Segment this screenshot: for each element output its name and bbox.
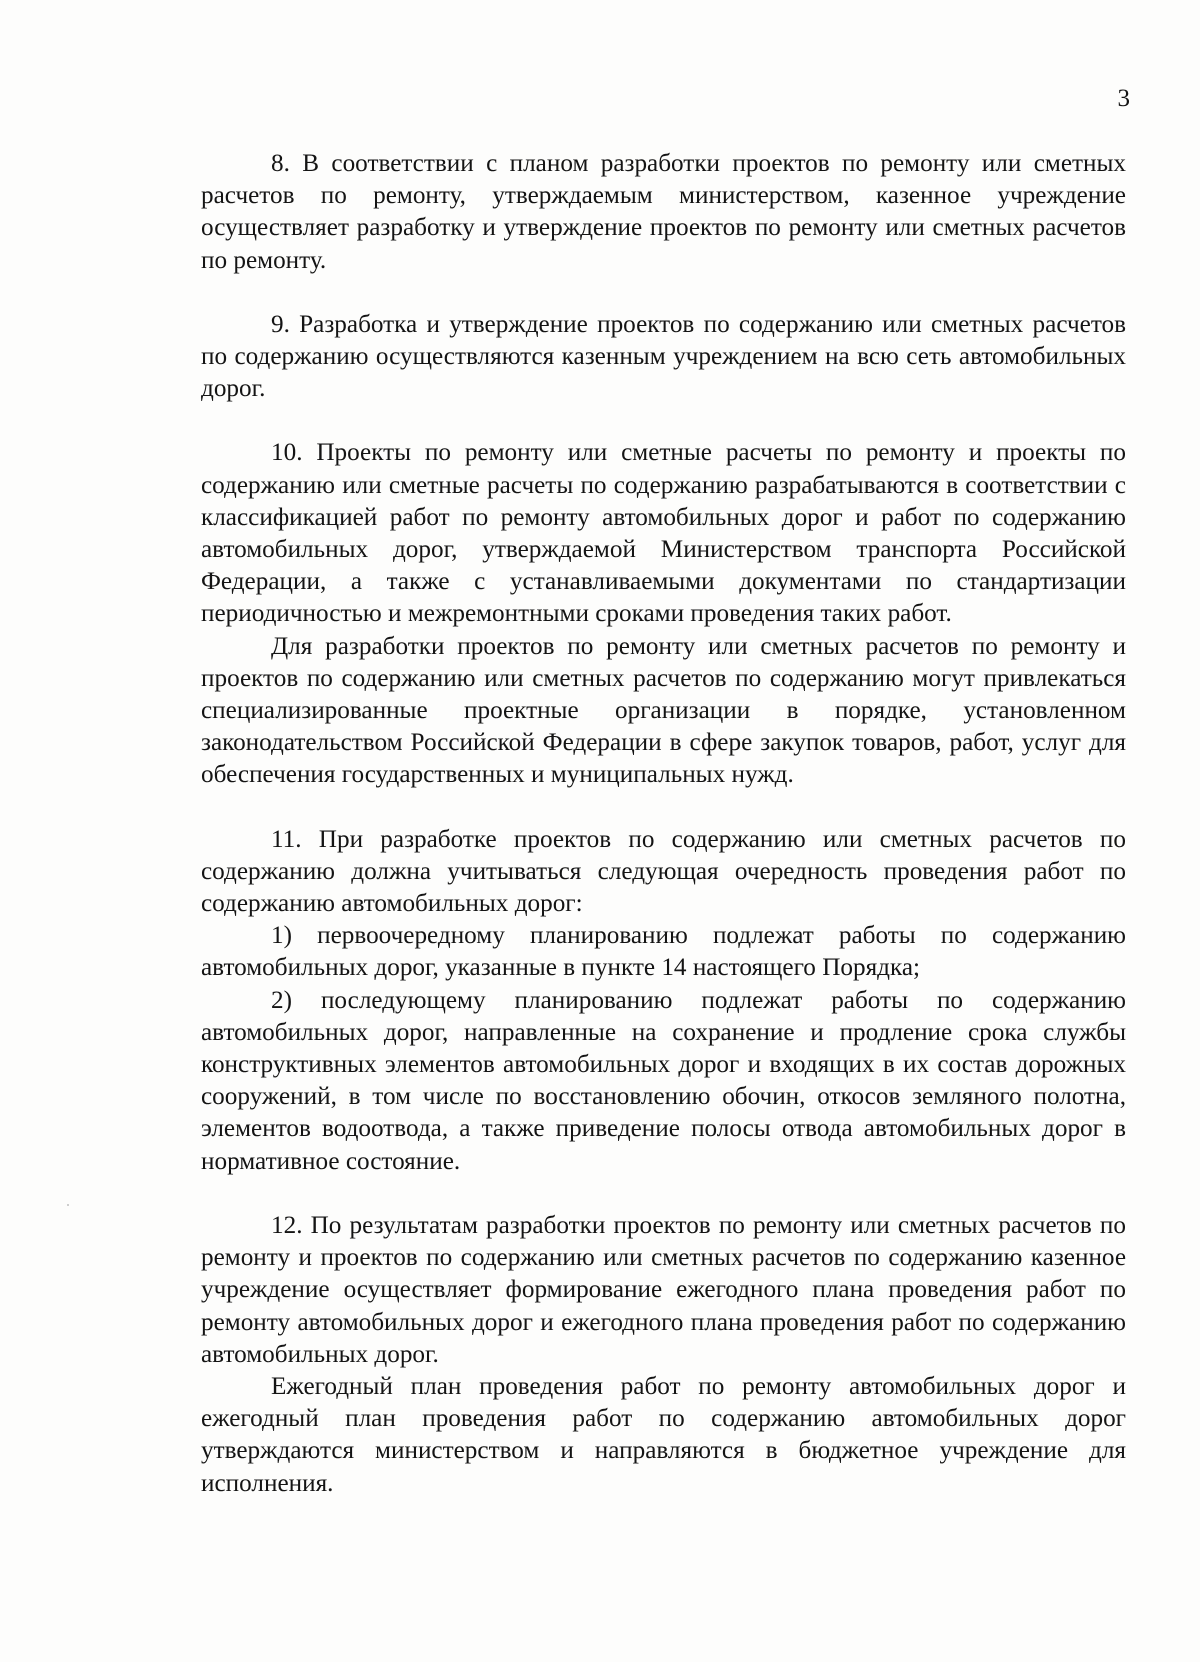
document-body: [201, 148, 1126, 1500]
scan-speck: [67, 1204, 69, 1206]
paragraph-10: 10. Проекты по ремонту или сметные расчеты по ремонту и проекты по содержанию или сметные расчеты по содержанию разрабатываются в соответствии с классификацией работ по ремонту автомобильных дорог и работ по содержанию автомобильных дорог, утверждаемой Министерством транспорта Российской Федерации, а также с устанавливаемыми документами по стандартизации периодичностью и межремонтными сроками проведения таких работ.: [201, 439, 1126, 628]
paragraph-11-item-1: 1) первоочередному планированию подлежат работы по содержанию автомобильных дорог, указанные в пункте 14 настоящего Порядка;: [201, 922, 1126, 982]
paragraph-12-continuation: Ежегодный план проведения работ по ремонту автомобильных дорог и ежегодный план проведения работ по содержанию автомобильных дорог утверждаются министерством и направляются в бюджетное учреждение для исполнения.: [201, 1372, 1126, 1497]
paragraph-9: 9. Разработка и утверждение проектов по содержанию или сметных расчетов по содержанию осуществляются казенным учреждением на всю сеть автомобильных дорог.: [201, 310, 1126, 403]
paragraph-8: 8. В соответствии с планом разработки проектов по ремонту или сметных расчетов по ремонту, утверждаемым министерством, казенное учреждение осуществляет разработку и утверждение проектов по ремонту или сметных расчетов по ремонту.: [201, 150, 1126, 274]
paragraph-11: 11. При разработке проектов по содержанию или сметных расчетов по содержанию должна учитываться следующая очередность проведения работ по содержанию автомобильных дорог:: [201, 825, 1126, 918]
paragraph-10-continuation: Для разработки проектов по ремонту или сметных расчетов по ремонту и проектов по содержанию или сметных расчетов по содержанию могут привлекаться специализированные проектные организации в порядке, установленном законодательством Российской Федерации в сфере закупок товаров, работ, услуг для обеспечения государственных и муниципальных нужд.: [201, 632, 1126, 789]
page-number: 3: [1117, 85, 1130, 112]
paragraph-11-item-2: 2) последующему планированию подлежат работы по содержанию автомобильных дорог, направленные на сохранение и продление срока службы конструктивных элементов автомобильных дорог и входящих в их состав дорожных сооружений, в том числе по восстановлению обочин, откосов земляного полотна, элементов водоотвода, а также приведение полосы отвода автомобильных дорог в нормативное состояние.: [201, 986, 1126, 1175]
paragraph-12: 12. По результатам разработки проектов по ремонту или сметных расчетов по ремонту и проектов по содержанию или сметных расчетов по содержанию казенное учреждение осуществляет формирование ежегодного плана проведения работ по ремонту автомобильных дорог и ежегодного плана проведения работ по содержанию автомобильных дорог.: [201, 1211, 1126, 1368]
